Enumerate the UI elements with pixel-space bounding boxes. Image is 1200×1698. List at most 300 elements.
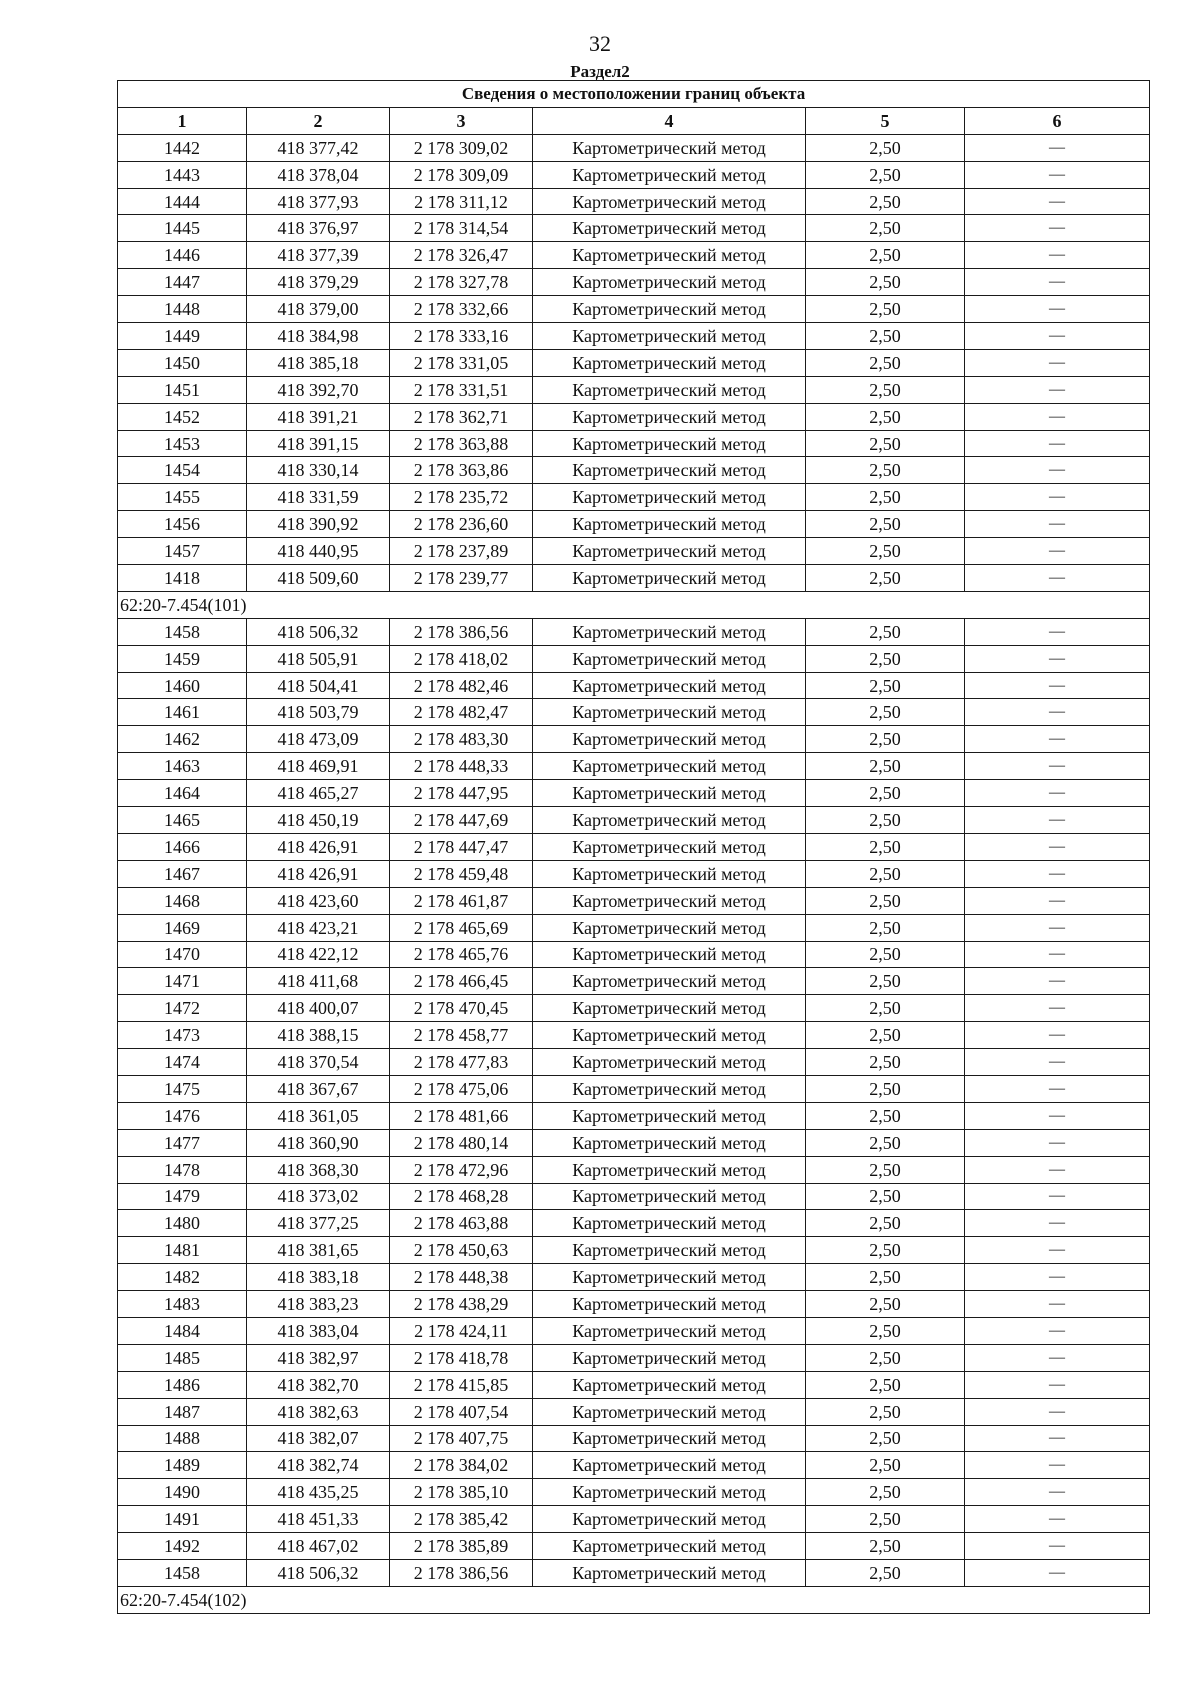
group-label: 62:20-7.454(101) [118,591,1150,618]
table-cell-col-6: — [965,887,1150,914]
table-cell-col-4: Картометрический метод [533,538,806,565]
table-cell-col-5: 2,50 [806,833,965,860]
table-cell-col-6: — [965,323,1150,350]
table-cell-col-3: 2 178 314,54 [390,215,533,242]
table-cell-col-3: 2 178 235,72 [390,484,533,511]
table-cell-col-4: Картометрический метод [533,134,806,161]
table-row [118,833,1150,860]
table-cell-col-2: 418 504,41 [247,672,390,699]
table-cell-col-6: — [965,914,1150,941]
table-cell-col-5: 2,50 [806,538,965,565]
table-row [118,323,1150,350]
table-cell-col-2: 418 422,12 [247,941,390,968]
table-row [118,968,1150,995]
table-cell-col-1: 1444 [118,188,247,215]
table-cell-col-6: — [965,1210,1150,1237]
table-row [118,1371,1150,1398]
table-cell-col-5: 2,50 [806,941,965,968]
table-cell-col-2: 418 505,91 [247,645,390,672]
table-cell-col-5: 2,50 [806,807,965,834]
table-cell-col-6: — [965,457,1150,484]
table-cell-col-2: 418 467,02 [247,1533,390,1560]
table-cell-col-6: — [965,1533,1150,1560]
table-cell-col-1: 1450 [118,349,247,376]
table-cell-col-6: — [965,1559,1150,1586]
table-cell-col-2: 418 379,00 [247,296,390,323]
table-cell-col-1: 1461 [118,699,247,726]
table-cell-col-4: Картометрический метод [533,349,806,376]
table-cell-col-6: — [965,1237,1150,1264]
table-cell-col-5: 2,50 [806,1398,965,1425]
table-cell-col-4: Картометрический метод [533,1102,806,1129]
table-cell-col-2: 418 330,14 [247,457,390,484]
table-cell-col-5: 2,50 [806,1049,965,1076]
table-cell-col-3: 2 178 465,69 [390,914,533,941]
table-cell-col-1: 1455 [118,484,247,511]
table-row [118,645,1150,672]
table-cell-col-2: 418 509,60 [247,565,390,592]
table-cell-col-5: 2,50 [806,1533,965,1560]
table-cell-col-1: 1447 [118,269,247,296]
table-row [118,188,1150,215]
table-cell-col-1: 1492 [118,1533,247,1560]
column-header-4: 4 [533,107,806,134]
table-cell-col-5: 2,50 [806,403,965,430]
table-cell-col-6: — [965,1183,1150,1210]
table-cell-col-2: 418 377,39 [247,242,390,269]
table-cell-col-1: 1484 [118,1317,247,1344]
table-cell-col-1: 1418 [118,565,247,592]
table-row [118,1264,1150,1291]
table-cell-col-2: 418 390,92 [247,511,390,538]
table-cell-col-5: 2,50 [806,780,965,807]
table-row [118,349,1150,376]
table-cell-col-5: 2,50 [806,376,965,403]
table-cell-col-6: — [965,1452,1150,1479]
table-cell-col-3: 2 178 415,85 [390,1371,533,1398]
table-cell-col-6: — [965,349,1150,376]
table-cell-col-1: 1446 [118,242,247,269]
table-cell-col-3: 2 178 463,88 [390,1210,533,1237]
table-cell-col-3: 2 178 326,47 [390,242,533,269]
table-cell-col-2: 418 391,15 [247,430,390,457]
table-cell-col-5: 2,50 [806,269,965,296]
table-cell-col-2: 418 423,60 [247,887,390,914]
table-cell-col-3: 2 178 482,47 [390,699,533,726]
table-cell-col-1: 1473 [118,1022,247,1049]
table-cell-col-2: 418 385,18 [247,349,390,376]
table-cell-col-5: 2,50 [806,968,965,995]
table-row [118,1506,1150,1533]
table-row [118,887,1150,914]
table-row [118,1291,1150,1318]
table-cell-col-6: — [965,807,1150,834]
table-cell-col-1: 1490 [118,1479,247,1506]
table-cell-col-4: Картометрический метод [533,780,806,807]
table-row [118,1156,1150,1183]
table-cell-col-3: 2 178 418,02 [390,645,533,672]
table-cell-col-1: 1482 [118,1264,247,1291]
table-cell-col-6: — [965,995,1150,1022]
table-cell-col-1: 1471 [118,968,247,995]
table-row [118,484,1150,511]
table-cell-col-3: 2 178 386,56 [390,618,533,645]
table-row [118,269,1150,296]
table-cell-col-2: 418 506,32 [247,618,390,645]
table-cell-col-5: 2,50 [806,1291,965,1318]
table-cell-col-2: 418 383,18 [247,1264,390,1291]
table-row [118,242,1150,269]
table-cell-col-4: Картометрический метод [533,1317,806,1344]
table-cell-col-1: 1463 [118,753,247,780]
column-header-2: 2 [247,107,390,134]
table-cell-col-2: 418 450,19 [247,807,390,834]
table-cell-col-1: 1491 [118,1506,247,1533]
table-cell-col-5: 2,50 [806,1156,965,1183]
table-cell-col-3: 2 178 458,77 [390,1022,533,1049]
table-cell-col-5: 2,50 [806,1102,965,1129]
table-cell-col-6: — [965,860,1150,887]
table-cell-col-4: Картометрический метод [533,1129,806,1156]
table-cell-col-3: 2 178 480,14 [390,1129,533,1156]
table-cell-col-6: — [965,1425,1150,1452]
table-cell-col-1: 1480 [118,1210,247,1237]
table-cell-col-3: 2 178 482,46 [390,672,533,699]
table-row [118,780,1150,807]
table-cell-col-5: 2,50 [806,1183,965,1210]
table-cell-col-3: 2 178 236,60 [390,511,533,538]
table-cell-col-2: 418 426,91 [247,833,390,860]
table-cell-col-2: 418 383,23 [247,1291,390,1318]
table-cell-col-1: 1478 [118,1156,247,1183]
table-row [118,403,1150,430]
table-cell-col-4: Картометрический метод [533,1237,806,1264]
table-cell-col-4: Картометрический метод [533,1210,806,1237]
table-cell-col-3: 2 178 332,66 [390,296,533,323]
table-cell-col-5: 2,50 [806,349,965,376]
table-cell-col-1: 1462 [118,726,247,753]
table-cell-col-4: Картометрический метод [533,1049,806,1076]
table-cell-col-3: 2 178 385,10 [390,1479,533,1506]
table-row [118,807,1150,834]
table-cell-col-1: 1479 [118,1183,247,1210]
table-cell-col-4: Картометрический метод [533,296,806,323]
table-cell-col-3: 2 178 418,78 [390,1344,533,1371]
table-cell-col-3: 2 178 447,47 [390,833,533,860]
table-cell-col-4: Картометрический метод [533,242,806,269]
table-cell-col-1: 1448 [118,296,247,323]
table-cell-col-1: 1486 [118,1371,247,1398]
table-cell-col-1: 1470 [118,941,247,968]
table-cell-col-3: 2 178 470,45 [390,995,533,1022]
table-cell-col-3: 2 178 448,38 [390,1264,533,1291]
table-row [118,1398,1150,1425]
table-cell-col-2: 418 411,68 [247,968,390,995]
table-cell-col-1: 1474 [118,1049,247,1076]
table-cell-col-4: Картометрический метод [533,1506,806,1533]
table-cell-col-4: Картометрический метод [533,188,806,215]
table-cell-col-1: 1476 [118,1102,247,1129]
table-cell-col-6: — [965,618,1150,645]
table-cell-col-2: 418 426,91 [247,860,390,887]
table-cell-col-6: — [965,1049,1150,1076]
table-cell-col-6: — [965,1156,1150,1183]
table-cell-col-5: 2,50 [806,457,965,484]
table-row [118,995,1150,1022]
table-row [118,1559,1150,1586]
table-cell-col-5: 2,50 [806,1129,965,1156]
table-cell-col-2: 418 400,07 [247,995,390,1022]
table-cell-col-4: Картометрический метод [533,645,806,672]
table-cell-col-3: 2 178 363,88 [390,430,533,457]
table-cell-col-1: 1465 [118,807,247,834]
table-cell-col-4: Картометрический метод [533,833,806,860]
section-label: Раздел2 [570,62,630,81]
table-cell-col-1: 1458 [118,1559,247,1586]
table-cell-col-2: 418 367,67 [247,1075,390,1102]
table-cell-col-3: 2 178 333,16 [390,323,533,350]
table-cell-col-6: — [965,430,1150,457]
table-cell-col-3: 2 178 407,75 [390,1425,533,1452]
table-cell-col-2: 418 451,33 [247,1506,390,1533]
table-row [118,457,1150,484]
table-cell-col-4: Картометрический метод [533,887,806,914]
table-cell-col-4: Картометрический метод [533,457,806,484]
table-cell-col-3: 2 178 472,96 [390,1156,533,1183]
table-cell-col-6: — [965,511,1150,538]
column-header-6: 6 [965,107,1150,134]
table-cell-col-6: — [965,484,1150,511]
boundary-coordinates-table [117,80,1150,1614]
table-cell-col-3: 2 178 385,89 [390,1533,533,1560]
table-cell-col-3: 2 178 465,76 [390,941,533,968]
table-cell-col-1: 1468 [118,887,247,914]
table-cell-col-4: Картометрический метод [533,995,806,1022]
table-cell-col-6: — [965,565,1150,592]
table-cell-col-4: Картометрический метод [533,403,806,430]
table-cell-col-5: 2,50 [806,161,965,188]
table-row [118,1183,1150,1210]
table-cell-col-4: Картометрический метод [533,699,806,726]
table-cell-col-2: 418 378,04 [247,161,390,188]
table-cell-col-2: 418 382,70 [247,1371,390,1398]
table-cell-col-3: 2 178 309,09 [390,161,533,188]
table-cell-col-3: 2 178 331,05 [390,349,533,376]
table-cell-col-3: 2 178 481,66 [390,1102,533,1129]
table-cell-col-5: 2,50 [806,484,965,511]
table-cell-col-5: 2,50 [806,1022,965,1049]
table-cell-col-6: — [965,1264,1150,1291]
table-header-row [118,107,1150,134]
table-cell-col-3: 2 178 385,42 [390,1506,533,1533]
table-cell-col-5: 2,50 [806,1559,965,1586]
table-cell-col-6: — [965,269,1150,296]
table-cell-col-4: Картометрический метод [533,269,806,296]
table-cell-col-3: 2 178 447,69 [390,807,533,834]
table-caption-row [118,81,1150,108]
table-cell-col-1: 1449 [118,323,247,350]
table-cell-col-1: 1460 [118,672,247,699]
table-cell-col-5: 2,50 [806,887,965,914]
table-cell-col-6: — [965,833,1150,860]
table-cell-col-2: 418 383,04 [247,1317,390,1344]
table-cell-col-2: 418 377,93 [247,188,390,215]
table-cell-col-4: Картометрический метод [533,323,806,350]
group-label: 62:20-7.454(102) [118,1586,1150,1613]
table-cell-col-5: 2,50 [806,1210,965,1237]
table-cell-col-5: 2,50 [806,1344,965,1371]
column-header-1: 1 [118,107,247,134]
table-cell-col-2: 418 382,97 [247,1344,390,1371]
table-cell-col-1: 1488 [118,1425,247,1452]
table-cell-col-1: 1464 [118,780,247,807]
table-cell-col-2: 418 377,42 [247,134,390,161]
table-cell-col-6: — [965,1479,1150,1506]
table-row [118,1022,1150,1049]
table-cell-col-6: — [965,753,1150,780]
table-cell-col-4: Картометрический метод [533,161,806,188]
table-cell-col-5: 2,50 [806,134,965,161]
table-cell-col-2: 418 368,30 [247,1156,390,1183]
table-cell-col-6: — [965,1317,1150,1344]
table-cell-col-1: 1472 [118,995,247,1022]
table-cell-col-1: 1475 [118,1075,247,1102]
table-cell-col-2: 418 381,65 [247,1237,390,1264]
table-row [118,1075,1150,1102]
table-row [118,1129,1150,1156]
table-cell-col-4: Картометрический метод [533,672,806,699]
table-row [118,1317,1150,1344]
table-cell-col-2: 418 370,54 [247,1049,390,1076]
table-cell-col-2: 418 435,25 [247,1479,390,1506]
table-cell-col-5: 2,50 [806,1506,965,1533]
table-cell-col-1: 1483 [118,1291,247,1318]
table-cell-col-1: 1452 [118,403,247,430]
table-cell-col-3: 2 178 327,78 [390,269,533,296]
table-row [118,565,1150,592]
table-cell-col-5: 2,50 [806,995,965,1022]
table-row [118,296,1150,323]
table-row [118,430,1150,457]
table-cell-col-4: Картометрический метод [533,430,806,457]
table-row [118,1210,1150,1237]
table-cell-col-6: — [965,1291,1150,1318]
table-cell-col-2: 418 506,32 [247,1559,390,1586]
table-row [118,672,1150,699]
table-cell-col-6: — [965,296,1150,323]
table-cell-col-4: Картометрический метод [533,215,806,242]
table-cell-col-5: 2,50 [806,1264,965,1291]
table-row [118,726,1150,753]
table-cell-col-5: 2,50 [806,699,965,726]
table-row [118,538,1150,565]
table-cell-col-1: 1451 [118,376,247,403]
table-cell-col-3: 2 178 386,56 [390,1559,533,1586]
table-cell-col-5: 2,50 [806,672,965,699]
table-cell-col-6: — [965,242,1150,269]
table-cell-col-3: 2 178 331,51 [390,376,533,403]
column-header-3: 3 [390,107,533,134]
table-cell-col-3: 2 178 407,54 [390,1398,533,1425]
table-cell-col-1: 1477 [118,1129,247,1156]
table-cell-col-2: 418 382,63 [247,1398,390,1425]
table-cell-col-2: 418 473,09 [247,726,390,753]
table-cell-col-6: — [965,968,1150,995]
table-cell-col-2: 418 331,59 [247,484,390,511]
table-row [118,1049,1150,1076]
table-cell-col-4: Картометрический метод [533,1022,806,1049]
table-cell-col-3: 2 178 461,87 [390,887,533,914]
table-row [118,914,1150,941]
table-cell-col-3: 2 178 447,95 [390,780,533,807]
table-row [118,699,1150,726]
page-number: 32 [589,31,611,56]
table-cell-col-1: 1445 [118,215,247,242]
table-cell-col-4: Картометрический метод [533,860,806,887]
table-cell-col-2: 418 384,98 [247,323,390,350]
table-cell-col-3: 2 178 309,02 [390,134,533,161]
table-cell-col-6: — [965,1102,1150,1129]
table-cell-col-5: 2,50 [806,296,965,323]
column-header-5: 5 [806,107,965,134]
table-cell-col-6: — [965,134,1150,161]
table-cell-col-4: Картометрический метод [533,807,806,834]
table-cell-col-5: 2,50 [806,753,965,780]
table-cell-col-4: Картометрический метод [533,941,806,968]
table-cell-col-3: 2 178 239,77 [390,565,533,592]
table-cell-col-3: 2 178 438,29 [390,1291,533,1318]
table-cell-col-6: — [965,1022,1150,1049]
table-cell-col-5: 2,50 [806,726,965,753]
table-cell-col-1: 1443 [118,161,247,188]
table-cell-col-3: 2 178 311,12 [390,188,533,215]
group-row [118,591,1150,618]
table-cell-col-5: 2,50 [806,1237,965,1264]
table-row [118,1102,1150,1129]
table-cell-col-1: 1459 [118,645,247,672]
table-cell-col-2: 418 392,70 [247,376,390,403]
table-cell-col-1: 1453 [118,430,247,457]
table-cell-col-2: 418 360,90 [247,1129,390,1156]
table-cell-col-3: 2 178 468,28 [390,1183,533,1210]
table-cell-col-5: 2,50 [806,645,965,672]
table-cell-col-4: Картометрический метод [533,511,806,538]
table-row [118,134,1150,161]
table-row [118,161,1150,188]
table-cell-col-3: 2 178 384,02 [390,1452,533,1479]
table-cell-col-2: 418 503,79 [247,699,390,726]
table-cell-col-3: 2 178 363,86 [390,457,533,484]
table-row [118,1237,1150,1264]
table-cell-col-3: 2 178 459,48 [390,860,533,887]
table-cell-col-2: 418 382,74 [247,1452,390,1479]
table-cell-col-4: Картометрический метод [533,1533,806,1560]
table-row [118,376,1150,403]
table-cell-col-3: 2 178 448,33 [390,753,533,780]
table-cell-col-4: Картометрический метод [533,1291,806,1318]
table-cell-col-4: Картометрический метод [533,753,806,780]
table-cell-col-2: 418 440,95 [247,538,390,565]
table-cell-col-1: 1466 [118,833,247,860]
table-cell-col-3: 2 178 475,06 [390,1075,533,1102]
table-cell-col-5: 2,50 [806,1479,965,1506]
table-cell-col-5: 2,50 [806,618,965,645]
table-cell-col-6: — [965,538,1150,565]
table-cell-col-1: 1456 [118,511,247,538]
table-cell-col-5: 2,50 [806,565,965,592]
table-row [118,618,1150,645]
table-cell-col-4: Картометрический метод [533,1479,806,1506]
